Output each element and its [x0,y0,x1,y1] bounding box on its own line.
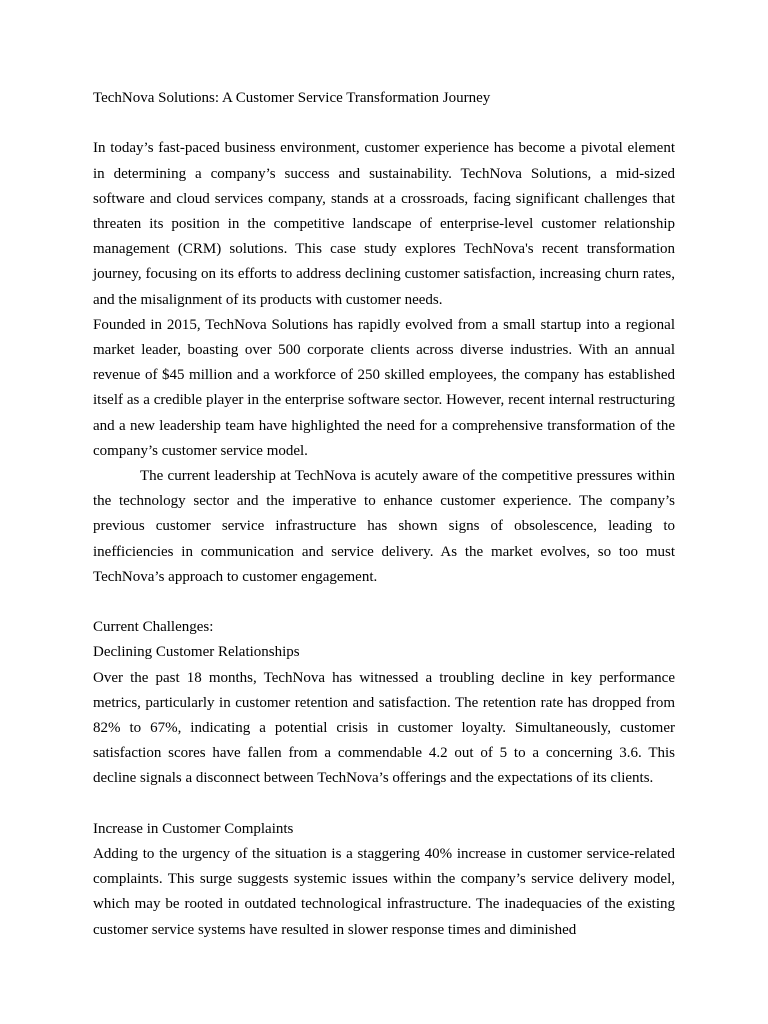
blank-line [93,792,675,817]
challenge-paragraph-1: Over the past 18 months, TechNova has witnessed a troubling decline in key performance metrics, particularly in customer retention and satisfaction. The retention rate has dropped from 82% to 67%, indicating a potential crisis in customer loyalty. Simultaneously, customer satisfaction scores have fallen from a commendable 4.2 out of 5 to a concerning 3.6. This decline signals a disconnect between TechNova’s offerings and the expectations of its clients. [93,669,675,787]
subheading-customer-complaints: Increase in Customer Complaints [93,820,294,837]
intro-paragraph-3: The current leadership at TechNova is acutely aware of the competitive pressures within the technology sector and the imperative to enhance customer experience. The company’s previous customer service infrastructure has shown signs of obsolescence, leading to inefficiencies in communication and service delivery. As the market evolves, so too must TechNova’s approach to customer engagement. [93,468,675,585]
section-heading: Current Challenges: [93,619,214,636]
blank-line [93,590,675,615]
subheading-declining-relationships: Declining Customer Relationships [93,644,300,661]
challenge-paragraph-2: Adding to the urgency of the situation is a staggering 40% increase in customer service-related complaints. This surge suggests systemic issues within the company’s service delivery model, which may be rooted in outdated technological infrastructure. The inadequacies of the existing customer service systems have resulted in slower response times and diminished [93,846,675,938]
intro-paragraph-1: In today’s fast-paced business environment, customer experience has become a pivotal element in determining a company’s success and sustainability. TechNova Solutions, a mid-sized software and cloud services company, stands at a crossroads, facing significant challenges that threaten its position in the competitive landscape of enterprise-level customer relationship management (CRM) solutions. This case study explores TechNova's recent transformation journey, focusing on its efforts to address declining customer satisfaction, increasing churn rates, and the misalignment of its products with customer needs. [93,140,675,308]
blank-line [93,111,675,136]
document-title: TechNova Solutions: A Customer Service Transformation Journey [93,90,491,106]
intro-paragraph-2: Founded in 2015, TechNova Solutions has rapidly evolved from a small startup into a regional market leader, boasting over 500 corporate clients across diverse industries. With an annual revenue of $45 million and a workforce of 250 skilled employees, the company has established itself as a credible player in the enterprise software sector. However, recent internal restructuring and a new leadership team have highlighted the need for a comprehensive transformation of the company’s customer service model. [93,316,675,459]
document-page [93,86,675,943]
